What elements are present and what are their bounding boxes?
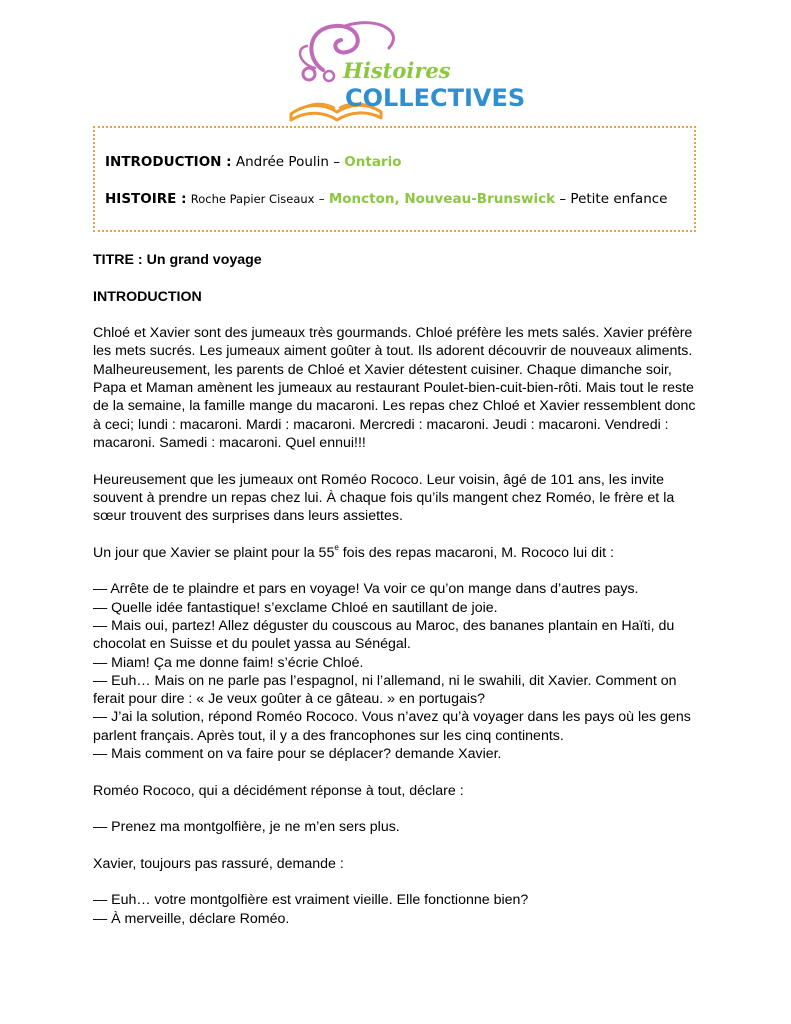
story-separator: – [318, 192, 325, 206]
story-region: Moncton, Nouveau-Brunswick [328, 191, 556, 207]
dialogue-line: parlent français. Après tout, il y a des francophones sur les cinq continents. [93, 727, 564, 744]
introduction-credit-line [105, 154, 402, 170]
dialogue-line: — J’ai la solution, répond Roméo Rococo. Vous n’avez qu’à voyager dans les pays où les gens [93, 709, 691, 726]
intro-label: INTRODUCTION : [105, 154, 232, 170]
dialogue-line: — Miam! Ça me donne faim! s’écrie Chloé. [93, 654, 364, 671]
dialogue-line: — Mais oui, partez! Allez déguster du couscous au Maroc, des bananes plantain en Haïti, du [93, 617, 675, 634]
p3-text-start: Un jour que Xavier se plaint pour la 55 [93, 544, 335, 561]
dialogue-line: — Euh… Mais on ne parle pas l’espagnol, ni l’allemand, ni le swahili, dit Xavier. Comment on [93, 672, 677, 689]
story-title: TITRE : Un grand voyage [93, 252, 262, 268]
paragraph-line: de la semaine, la famille mange du macaroni. Les repas chez Chloé et Xavier ressemblent donc [93, 398, 696, 415]
story-credit-line [105, 191, 668, 207]
paragraph-line: Roméo Rococo, qui a décidément réponse à tout, déclare : [93, 782, 464, 799]
intro-author: Andrée Poulin [235, 154, 329, 170]
logo-word-collectives: COLLECTIVES [345, 84, 526, 112]
dialogue-line: — Euh… votre montgolfière est vraiment vieille. Elle fonctionne bien? [93, 892, 529, 909]
logo-word-histoires: Histoires [343, 58, 451, 83]
paragraph-line: Xavier, toujours pas rassuré, demande : [93, 855, 344, 872]
paragraph-line: les mets sucrés. Les jumeaux aiment goûter à tout. Ils adorent découvrir de nouveaux aliments. [93, 343, 693, 360]
histoires-collectives-logo [285, 18, 526, 123]
paragraph-line: à ceci; lundi : macaroni. Mardi : macaroni. Mercredi : macaroni. Jeudi : macaroni. Vendredi : [93, 416, 669, 433]
story-label: HISTOIRE : [105, 191, 187, 207]
paragraph-line: souvent à prendre un repas chez lui. À chaque fois qu’ils mangent chez Roméo, le frère et la [93, 489, 675, 506]
dialogue-line: — À merveille, déclare Roméo. [93, 910, 290, 927]
dialogue-line: ferait pour dire : « Je veux goûter à ce gâteau. » en portugais? [93, 691, 485, 708]
logo-graphic [285, 18, 526, 123]
paragraph-line: Papa et Maman amènent les jumeaux au restaurant Poulet-bien-cuit-bien-rôti. Mais tout le reste [93, 380, 694, 397]
paragraph-line: Malheureusement, les parents de Chloé et Xavier détestent cuisiner. Chaque dimanche soir, [93, 361, 672, 378]
story-category: Petite enfance [570, 191, 668, 207]
story-text [93, 251, 703, 928]
ordinal-superscript: e [334, 543, 339, 553]
dialogue-line: chocolat en Suisse et du poulet yassa au Sénégal. [93, 636, 411, 653]
paragraph-line: Chloé et Xavier sont des jumeaux très gourmands. Chloé préfère les mets salés. Xavier préfère [93, 325, 693, 342]
paragraph-line: macaroni. Samedi : macaroni. Quel ennui!!! [93, 434, 366, 451]
story-author: Roche Papier Ciseaux [190, 192, 315, 206]
dialogue-line: — Quelle idée fantastique! s’exclame Chloé en sautillant de joie. [93, 599, 498, 616]
story-separator-2: – [559, 191, 567, 207]
p3-text-end: fois des repas macaroni, M. Rococo lui dit : [338, 544, 614, 561]
paragraph-line [93, 544, 703, 562]
introduction-heading: INTRODUCTION [93, 288, 202, 305]
dialogue-line: — Arrête de te plaindre et pars en voyage! Va voir ce qu’on mange dans d’autres pays. [93, 581, 639, 598]
dialogue-line: — Prenez ma montgolfière, je ne m’en sers plus. [93, 819, 400, 836]
intro-separator: – [333, 154, 340, 170]
story-info-box [93, 126, 696, 232]
paragraph-line: sœur trouvent des surprises dans leurs assiettes. [93, 508, 403, 525]
intro-region: Ontario [344, 154, 402, 170]
paragraph-line: Heureusement que les jumeaux ont Roméo Rococo. Leur voisin, âgé de 101 ans, les invite [93, 471, 664, 488]
dialogue-line: — Mais comment on va faire pour se déplacer? demande Xavier. [93, 746, 502, 763]
